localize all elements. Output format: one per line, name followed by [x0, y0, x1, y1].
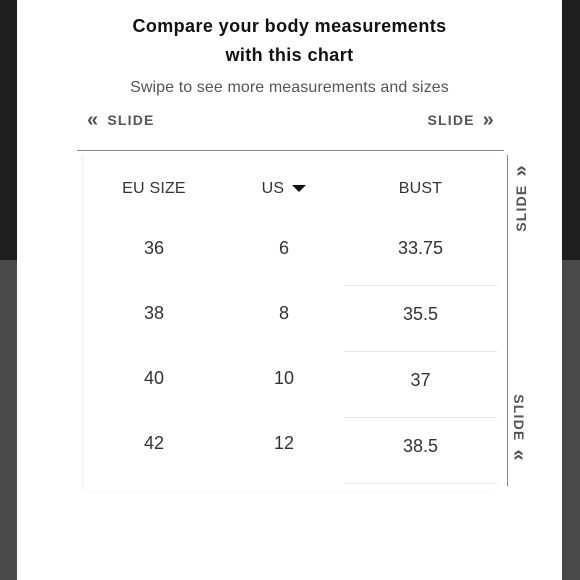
- divider-horizontal: [77, 150, 504, 151]
- column-bust: [344, 155, 497, 484]
- slide-down-label: SLIDE: [510, 394, 527, 442]
- slide-up-label: SLIDE: [512, 184, 529, 232]
- table-cell: 12: [273, 433, 295, 453]
- slide-right-button[interactable]: [427, 109, 495, 131]
- slide-up-button[interactable]: [509, 164, 532, 232]
- double-chevron-up-icon: »: [509, 164, 532, 177]
- column-eu-size: [84, 155, 224, 480]
- subtitle: Swipe to see more measurements and sizes: [130, 79, 449, 96]
- table-cell: 38.5: [344, 418, 497, 484]
- size-chart-sheet: [17, 0, 562, 580]
- caret-down-icon: [292, 185, 306, 192]
- size-table[interactable]: [84, 155, 497, 491]
- double-chevron-down-icon: «: [507, 449, 530, 462]
- table-cell: 10: [273, 368, 295, 388]
- table-cell: 38: [143, 303, 165, 323]
- table-cell: 40: [143, 368, 165, 388]
- divider-vertical: [507, 155, 508, 486]
- double-chevron-left-icon: «: [87, 109, 100, 131]
- header-us-sort[interactable]: [224, 155, 344, 220]
- table-cell: 35.5: [344, 286, 497, 352]
- title-line-2: with this chart: [225, 45, 354, 65]
- table-cell: 36: [143, 238, 165, 258]
- table-cell: 8: [278, 303, 289, 323]
- page-title: [17, 12, 562, 70]
- slide-right-label: SLIDE: [427, 112, 475, 128]
- table-cell: 42: [143, 433, 165, 453]
- double-chevron-right-icon: »: [482, 109, 495, 131]
- table-cell: 37: [344, 352, 497, 418]
- header-us-label: US: [261, 180, 285, 197]
- header-bust: BUST: [398, 180, 443, 197]
- column-us: [224, 155, 344, 480]
- slide-down-button[interactable]: [507, 394, 530, 462]
- header-eu-size: EU SIZE: [122, 180, 186, 197]
- title-line-1: Compare your body measurements: [132, 16, 447, 36]
- slide-left-button[interactable]: [87, 109, 155, 131]
- table-cell: 33.75: [344, 220, 497, 286]
- table-cell: 6: [278, 238, 289, 258]
- slide-left-label: SLIDE: [107, 112, 155, 128]
